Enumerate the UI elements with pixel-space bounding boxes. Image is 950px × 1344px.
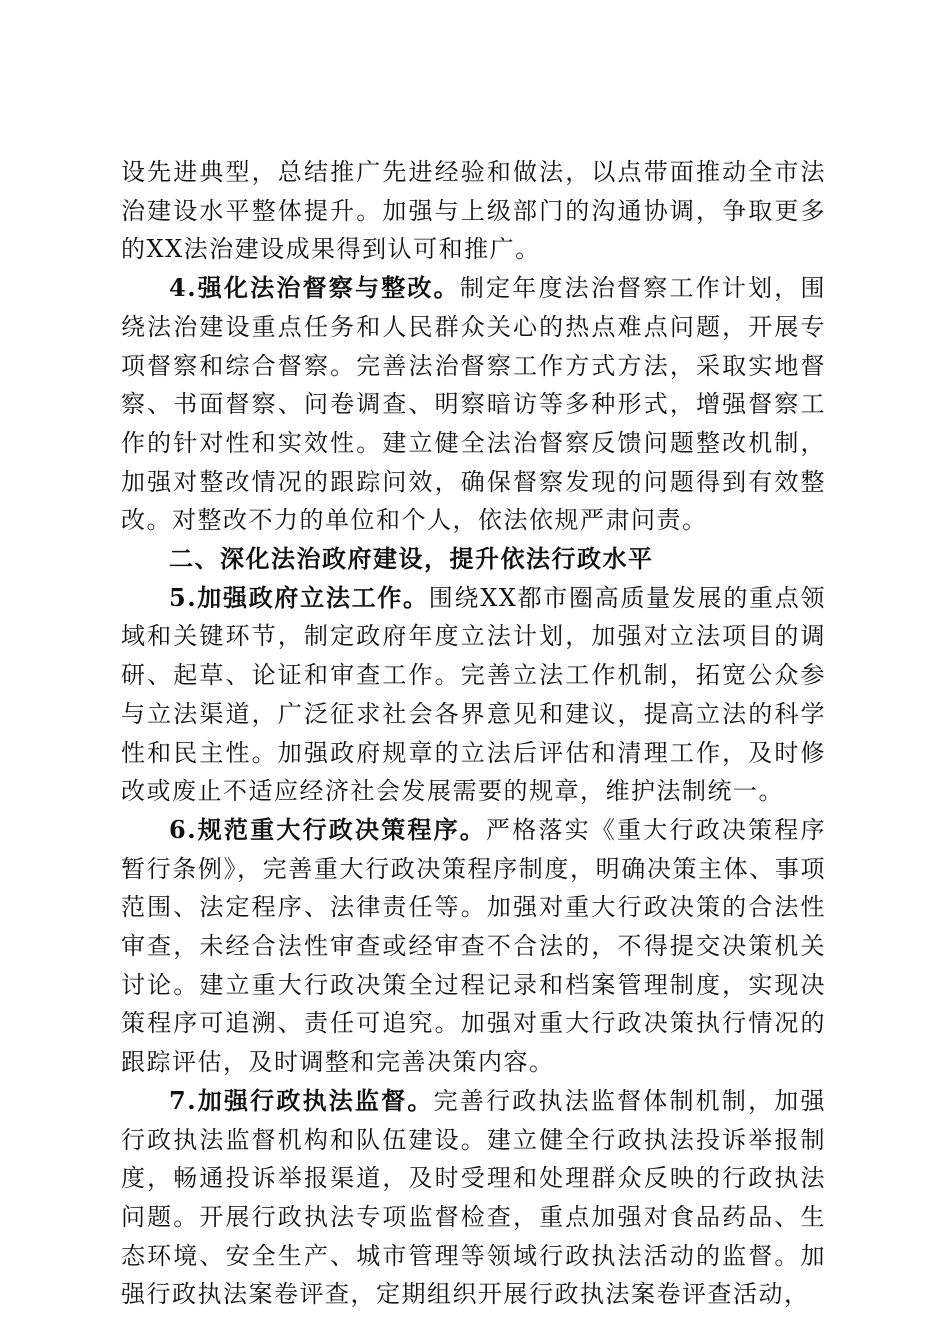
item-7-heading: 7.加强行政执法监督。 [169, 1085, 434, 1115]
section-heading-2: 二、深化法治政府建设，提升依法行政水平 [169, 544, 654, 574]
paragraph-item-6 [121, 811, 826, 1082]
item-5-text: 围绕XX都市圈高质量发展的重点领域和关键环节，制定政府年度立法计划，加强对立法项目的调研、起草、论证和审查工作。完善立法工作机制，拓宽公众参与立法渠道，广泛征求社会各界意见和建议，提高立法的科学性和民主性。加强政府规章的立法后评估和清理工作，及时修改或废止不适应经济社会发展需要的规章，维护法制统一。 [121, 583, 826, 806]
paragraph-text: 设先进典型，总结推广先进经验和做法，以点带面推动全市法治建设水平整体提升。加强与上级部门的沟通协调，争取更多的XX法治建设成果得到认可和推广。 [121, 158, 826, 264]
item-6-heading: 6.规范重大行政决策程序。 [169, 814, 487, 844]
paragraph-continued [121, 153, 826, 269]
item-7-text: 完善行政执法监督体制机制，加强行政执法监督机构和队伍建设。建立健全行政执法投诉举报制度，畅通投诉举报渠道，及时受理和处理群众反映的行政执法问题。开展行政执法专项监督检查，重点加强对食品药品、生态环境、安全生产、城市管理等领域行政执法活动的监督。加强行政执法案卷评查，定期组织开展行政执法案卷评查活动， [121, 1086, 827, 1309]
item-6-text: 严格落实《重大行政决策程序暂行条例》，完善重大行政决策程序制度，明确决策主体、事项范围、法定程序、法律责任等。加强对重大行政决策的合法性审查，未经合法性审查或经审查不合法的，不得提交决策机关讨论。建立重大行政决策全过程记录和档案管理制度，实现决策程序可追溯、责任可追究。加强对重大行政决策执行情况的跟踪评估，及时调整和完善决策内容。 [121, 815, 826, 1077]
item-4-heading: 4.强化法治督察与整改。 [169, 273, 460, 303]
paragraph-item-5 [121, 579, 826, 811]
item-5-heading: 5.加强政府立法工作。 [169, 582, 429, 612]
paragraph-item-4 [121, 269, 826, 540]
document-body [121, 153, 826, 1314]
item-4-text: 制定年度法治督察工作计划，围绕法治建设重点任务和人民群众关心的热点难点问题，开展专项督察和综合督察。完善法治督察工作方式方法，采取实地督察、书面督察、问卷调查、明察暗访等多种形式，增强督察工作的针对性和实效性。建立健全法治督察反馈问题整改机制，加强对整改情况的跟踪问效，确保督察发现的问题得到有效整改。对整改不力的单位和个人，依法依规严肃问责。 [121, 274, 827, 535]
paragraph-item-7 [121, 1082, 826, 1314]
